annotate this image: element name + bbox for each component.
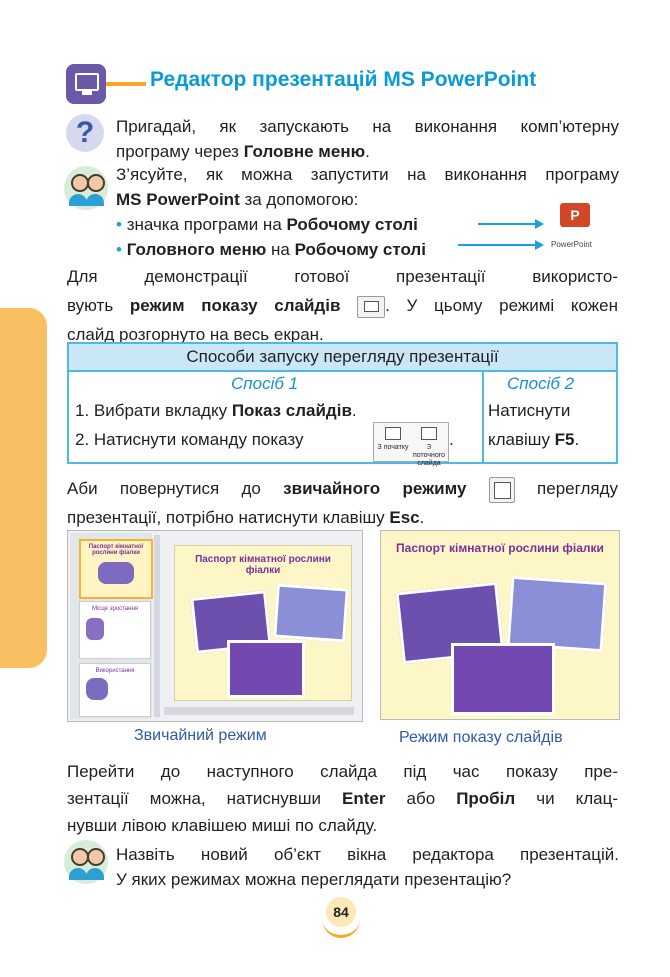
para3-line-2: зентації можна, натиснувши Enter або Пробіл чи клац- xyxy=(67,789,619,808)
side-tab-decoration xyxy=(0,308,47,668)
slide-canvas xyxy=(174,545,352,701)
caption-normal-mode: Звичайний режим xyxy=(134,727,267,744)
arrow-to-label xyxy=(458,244,542,246)
recall-line-1: Пригадай, як запускають на виконання комп’ютерну xyxy=(116,117,619,136)
slideshow-mode-screenshot xyxy=(380,530,620,720)
method-1-title: Спосіб 1 xyxy=(231,374,299,393)
slideshow-buttons-group xyxy=(373,422,449,467)
method-2-line-1: Натиснути xyxy=(488,401,571,420)
from-beginning-label: З початку xyxy=(377,444,409,451)
thumbnails-scrollbar[interactable] xyxy=(154,535,160,717)
para2-line-1: Аби повернутися до звичайного режиму перегляду xyxy=(67,474,618,503)
method-2-title: Спосіб 2 xyxy=(507,374,575,393)
question-icon: ? xyxy=(66,114,104,152)
normal-mode-icon xyxy=(489,477,515,503)
para3-line-3: нувши лівою клавішею миші по слайду. xyxy=(67,816,378,835)
violet-photo-3 xyxy=(227,640,305,698)
slide-canvas-title: Паспорт кімнатної рослини фіалки xyxy=(195,554,331,576)
slideshow-slide-title: Паспорт кімнатної рослини фіалки xyxy=(396,541,604,555)
title-divider xyxy=(106,82,146,86)
horizontal-scrollbar[interactable] xyxy=(164,707,354,715)
para3-line-1: Перейти до наступного слайда під час показу пре- xyxy=(67,762,618,781)
method-1-step-1: 1. Вибрати вкладку Показ слайдів. xyxy=(75,401,357,420)
para1-line-1: Для демонстрації готової презентації використо- xyxy=(67,267,618,286)
table-header: Способи запуску перегляду презентації xyxy=(69,344,616,372)
kids-icon xyxy=(64,166,108,210)
bullet-item-1: • значка програми на Робочому столі xyxy=(116,215,418,234)
powerpoint-logo-icon: P xyxy=(560,203,590,227)
violet-photo-2 xyxy=(273,584,349,643)
arrow-to-logo xyxy=(478,223,542,225)
thumbnail-1-title: Паспорт кімнатної рослини фіалки xyxy=(88,544,144,556)
page-number: 84 xyxy=(326,897,356,927)
thumbnail-2-title: Місце зростання xyxy=(91,606,139,612)
para1-line-3: слайд розгорнуто на весь екран. xyxy=(67,325,324,344)
method-1-step-2-end: . xyxy=(449,430,454,449)
thumbnail-1[interactable] xyxy=(79,539,153,599)
bullet-item-2: • Головного меню на Робочому столі xyxy=(116,240,426,259)
thumbnails-pane xyxy=(70,533,152,719)
paragraph-slideshow xyxy=(67,262,618,349)
thumbnail-2[interactable] xyxy=(79,601,151,659)
method-1-step-2: 2. Натиснути команду показу xyxy=(75,430,304,449)
find-out-line-1: З’ясуйте, як можна запустити на виконання програму xyxy=(116,165,619,184)
para1-line-2: вують режим показу слайдів . У цьому режимі кожен xyxy=(67,291,618,320)
paragraph-next-slide xyxy=(67,758,618,839)
para2-line-2: презентації, потрібно натиснути клавішу Esc. xyxy=(67,508,425,527)
thumbnail-3-title: Використання xyxy=(95,668,135,674)
launch-methods-table xyxy=(67,342,618,467)
normal-mode-screenshot xyxy=(67,530,363,722)
page-title: Редактор презентацій MS PowerPoint xyxy=(150,68,537,91)
from-beginning-button[interactable] xyxy=(376,425,410,459)
show-violet-photo-3 xyxy=(451,643,555,715)
kids-icon-question xyxy=(64,840,108,884)
show-violet-photo-2 xyxy=(507,576,608,653)
from-current-slide-button[interactable] xyxy=(411,425,447,467)
recall-text xyxy=(116,114,619,164)
powerpoint-label: PowerPoint xyxy=(551,240,592,249)
thumbnail-3[interactable] xyxy=(79,663,151,717)
question-text xyxy=(116,842,619,892)
table-divider xyxy=(482,372,484,464)
paragraph-normal-mode xyxy=(67,474,618,532)
question-line-1: Назвіть новий об’єкт вікна редактора презентацій. xyxy=(116,845,619,864)
recall-line-2: програму через Головне меню. xyxy=(116,142,370,161)
caption-slideshow-mode: Режим показу слайдів xyxy=(399,729,563,746)
monitor-icon xyxy=(66,64,106,104)
from-current-slide-label: З поточного слайда xyxy=(412,444,446,467)
find-out-line-2: MS PowerPoint за допомогою: xyxy=(116,190,359,209)
slideshow-mode-icon xyxy=(357,296,385,318)
method-2-line-2: клавішу F5. xyxy=(488,430,580,449)
question-line-2: У яких режимах можна переглядати презентацію? xyxy=(116,870,512,889)
